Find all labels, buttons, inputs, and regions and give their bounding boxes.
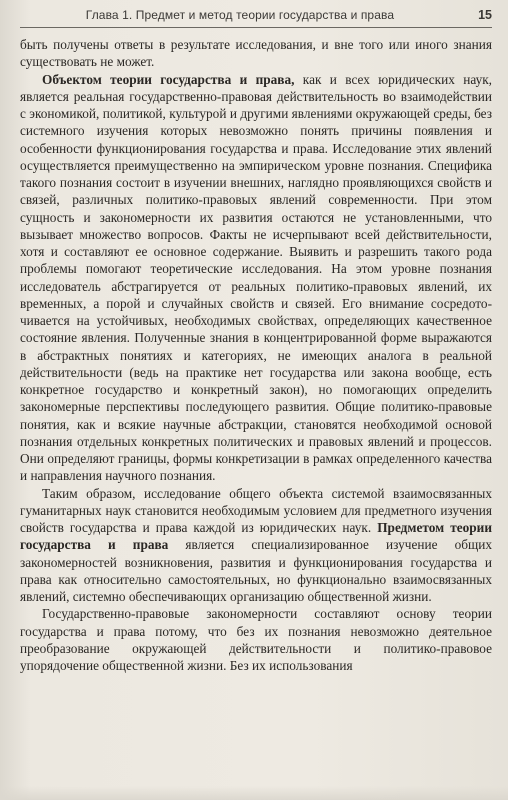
bold-term-object: Объектом теории государства и права, <box>42 71 295 87</box>
bold-term-subject: Предметом теории государства и права <box>20 520 492 553</box>
body-text <box>20 36 492 674</box>
page-number: 15 <box>478 8 492 22</box>
page-edge-shadow <box>0 786 508 800</box>
paragraph <box>20 605 492 674</box>
paragraph-text: быть получены ответы в результате исследования, и вне того или иного знания существовать не может. <box>20 37 492 70</box>
paragraph-text: Государственно-правовые закономерности составляют основу теории государства и права потому, что без их познания невозможно деятельное преобразование окружающей действительности и политико-правовое упорядочение общественной жизни. Без их использования <box>20 606 492 673</box>
chapter-title: Глава 1. Предмет и метод теории государства и права <box>85 8 395 22</box>
paragraph <box>20 36 492 71</box>
paragraph <box>20 485 492 606</box>
running-header <box>20 8 492 28</box>
paragraph <box>20 71 492 485</box>
paragraph-text: Таким образом, исследование общего объекта системой взаимосвязанных гуманитарных наук становится необходимым условием для предметного изучения свойств государства и права каждой из юридических наук. <box>20 485 492 535</box>
paragraph-text: как и всех юридических наук, является реальная государственно-правовая действительность во взаимодействии с экономикой, политикой, культурой и другими явлениями окружающей среды, без системного изучения которых невозможно понять причины появления и особенности функционирования государства и права. Исследование этих явлений осуществляется преимущественно на эмпирическом уровне познания. Специфика такого познания состоит в изучении внешних, наглядно проявляющихся свойств и связей, различных политико-правовых явлений современности. При этом сущность и закономерности их развития остаются не установленными, что вызывает множество вопросов. Факты не исчерпывают всей действительности, хотя и составляют ее основное содержание. Выявить и разрешить такого рода проблемы помогают теоретические исследования. На этом уровне познания исследователь абстрагируется от реальных политико-правовых явлений, их временных, а порой и случайных свойств и связей. Его внимание сосредоточивается на устойчивых, необходимых свойствах, определяющих качественное состояние явления. Полученные знания в концентрированной форме выражаются в абстрактных понятиях и категориях, не имеющих аналога в реальной действительности (ведь на практике нет государства или закона вообще, есть конкретное государство и конкретный закон), но помогающих определить закономерные перспективы последующего развития. Общие политико-правовые понятия, как и всякие научные абстракции, становятся необходимой основой познания отдельных конкретных политических и правовых явлений и процессов. Они определяют границы, формы конкретизации в рамках определенного качества и направления научного познания. <box>20 71 492 484</box>
paragraph-text: является специализированное изучение общих закономерностей возникновения, развития и функционирования государства и права как относительно самостоятельных, но функционально взаимосвязанных явлений, системно обеспечивающих организацию общественной жизни. <box>20 537 492 604</box>
